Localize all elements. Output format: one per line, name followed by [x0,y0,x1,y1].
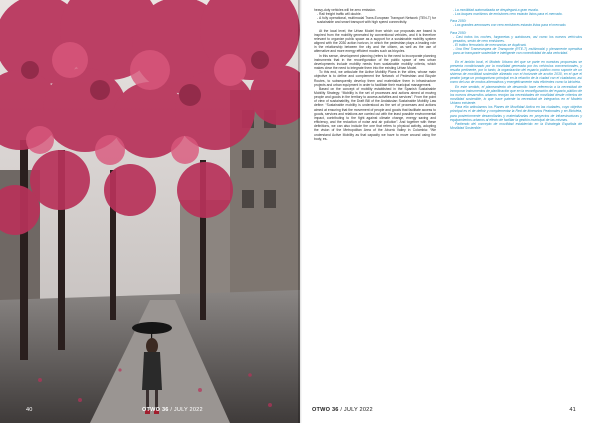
spanish-bullet: - Casi todos los coches, furgonetas y autobuses, así como los nuevos vehículos pesados, serán de cero emisiones. [453,34,582,43]
english-paragraph: To this end, we articulate the Active Mobility Plans in the cities, whose main objective is to define and complement the Network of Pedestrian and Bicycle Routes, to subsequently develop them and materialize them in infrastructure projects and urban equipment in order to facilitate their municipal management. [314,70,436,87]
right-footer-magazine [312,407,373,413]
right-page [300,0,600,423]
spanish-year-heading: Para 2050: [450,19,467,24]
spanish-paragraph: Partiendo del concepto de movilidad establecido en la Estrategia Española de Movilidad Sostenible: [450,121,582,131]
english-paragraph: At the local level, the Urban Model from which our proposals are based is inspired from the mobility generated by conventional vehicles, and it is therefore relevant to organize public space as a support for a sustainable mobility system aligned with the 2030 action horizon, in which the pedestrian plays a leading role in the relationship between the city and the citizen, as well as the use of alternative and more energy efficient modes such as bicycles. [314,28,436,54]
right-magazine-name: OTWO 36 [312,407,339,413]
spanish-year-heading: Para 2050: [450,30,467,35]
left-footer-magazine [142,407,203,413]
right-page-number: 41 [569,407,576,413]
left-footer-date: JULY 2022 [173,407,203,413]
right-footer-date: JULY 2022 [343,407,373,413]
english-bullet: - Rail freight traffic will double. [317,12,362,17]
english-bullet: - A fully operational, multimodal Trans-European Transport Network (TEN-T) for sustainable and smart transport with high speed connectivity. [317,16,436,25]
spanish-bullet: - Los grandes aeronaves con cero emisiones estarán listos para el mercado. [453,23,567,28]
right-footer-separator: / [338,407,344,413]
spine-shadow [298,0,302,423]
spanish-bullet: - La movilidad automatizada se desplegará a gran escala. [453,8,539,12]
english-paragraph: heavy-duty vehicles will be zero emission. [314,8,377,12]
english-paragraph: In this sense, development planning (refers to the need to incorporate planning instruments that in the reconfiguration of the public space of new urban developments include mobility needs from sustainable mobility criteria, which makes clear the need to integrate them into the existing Urban Model. [314,53,436,71]
left-magazine-name: OTWO 36 [142,407,169,413]
spanish-bullet: - El tráfico ferroviario de mercancías se duplicará. [453,43,527,48]
spanish-bullet: - Una Red Transeuropea de Transporte (RTE-T) multimodal y plenamente operativa para un transporte sostenible e inteligente con conectividad de alta velocidad. [453,47,582,56]
spanish-paragraph: Para ello articulamos los Planes de Movilidad Activa en las ciudades, cuyo objetivo principal es el de definir y complementar la Red de Itinerarios Peatonales y en Bicicleta, para posteriormente desarrollarlas y materializarlas en proyectos de infraestructuras y equipamientos urbanos al efecto de facilitar la gestión municipal de las mismas. [450,105,582,122]
spanish-paragraph: En el ámbito local, el Modelo Urbano del que se parte en nuestras propuestas se presenta condicionado por la movilidad generada por los vehículos convencionales, y resulta pertinente, por lo tanto, la organización del espacio público como soporte de un sistema de movilidad sostenible alineado con el horizonte de acción 2030, en el que el peatón juega un protagonismo principal en la relación de la ciudad con el ciudadano, así como del uso de modos alternativos y energéticamente más eficientes como la bicicleta. [450,59,582,85]
spanish-column [450,8,582,130]
english-column [314,8,436,141]
spanish-bullet: - Los buques marítimos de emisiones cero estarán listos para el mercado. [453,12,563,17]
spanish-paragraph: En este sentido, el planeamiento de desarrollo hace referencia a la necesidad de incorporar instrumentos de planificación que en la reconfiguración del espacio público de los nuevos desarrollos urbanos recojan las necesidades de movilidad desde criterios de movilidad sostenible, lo que hace patente la necesidad de integrarlos en el Modelo Urbano existente. [450,84,582,106]
left-footer-separator: / [168,407,174,413]
left-page-number: 40 [26,407,33,413]
english-paragraph: Based on the concept of mobility established in the Spanish Sustainable Mobility Strategy: “Mobility is the set of processes and actions aimed at moving people and goods in the territory to access activities and services”. From the point of view of sustainability, the Draft Bill of the Andalusian Sustainable Mobility Law define: “Sustainable mobility is understood as the set of processes and actions aimed at ensuring that the movement of people and goods that facilitate access to goods, services and relations are carried out with the least possible environmental impact, contributing to the fight against climate change, energy saving and efficiency, and the reduction of noise and air pollution”. And together with these definitions, we can also include the one that refers to physical activity, adopting the vision of the Metropolitan Area of the Aburrá Valley in Colombia: “We understand Active Mobility as that capacity we have to move around using the body, es- [314,86,436,141]
